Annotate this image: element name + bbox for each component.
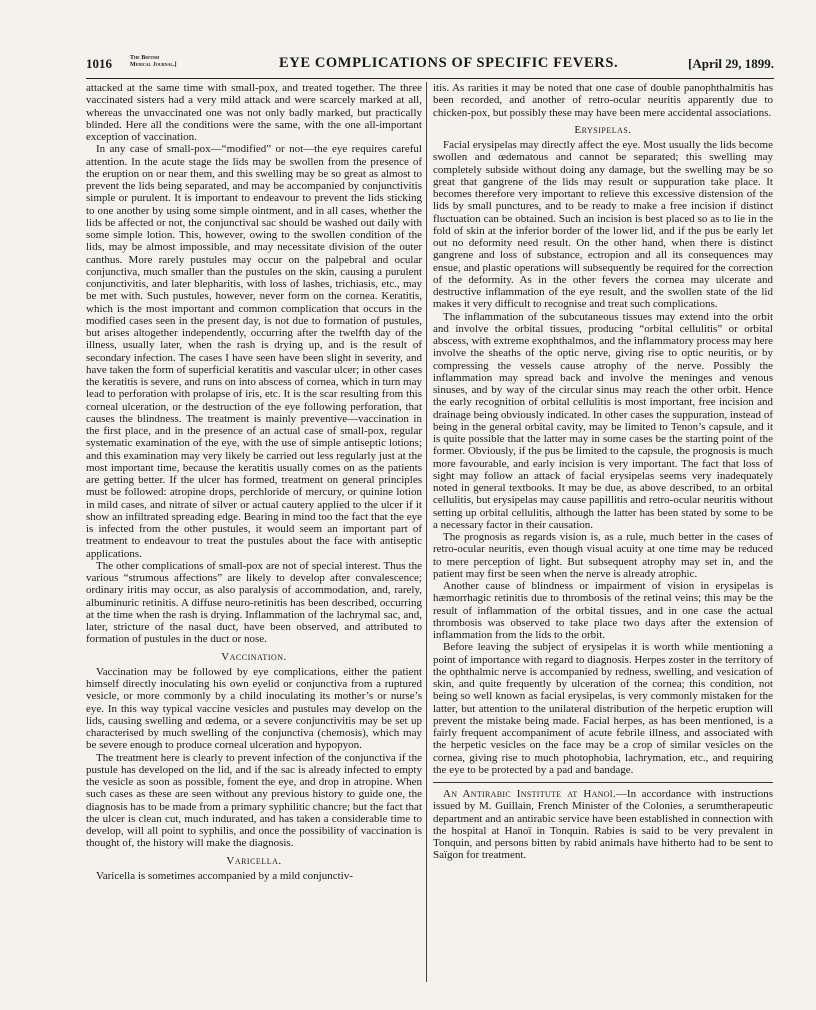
- paragraph: Varicella is sometimes accompanied by a mild conjunctiv-: [96, 869, 353, 882]
- right-column: [433, 82, 773, 982]
- paragraph: Another cause of blindness or impairment of vision in erysipelas is hæmorrhagic retinitis due to thrombosis of the retinal veins; this may be the result of inflammation of the orbital tissues, and in one case the actual thrombosis was observed to take place two days after the extension of inflammation from the lids to the orbit.: [433, 580, 773, 641]
- left-column: [86, 82, 422, 982]
- journal-name-line1: The British: [130, 55, 160, 61]
- section-heading-varicella: Varicella.: [226, 854, 282, 867]
- section-heading-vaccination: Vaccination.: [221, 650, 287, 663]
- paragraph: itis. As rarities it may be noted that one case of double panophthalmitis has been recorded, and another of retro-ocular neuritis apparently due to chicken-pox, but possibly these may have been mere accidental associations.: [433, 82, 773, 119]
- journal-name: [130, 55, 177, 69]
- section-heading-erysipelas: Erysipelas.: [574, 123, 632, 136]
- running-title: EYE COMPLICATIONS OF SPECIFIC FEVERS.: [279, 55, 619, 71]
- issue-date: [April 29, 1899.: [688, 56, 774, 71]
- paragraph: attacked at the same time with small-pox, and treated together. The three vaccinated sisters had a very mild attack and were scarcely marked at all, whereas the unvaccinated one was not only badly marked, but practically blinded. Here all the conditions were the same, with the one all-important exception of vaccination.: [86, 82, 422, 143]
- paragraph: Vaccination may be followed by eye complications, either the patient himself directly inoculating his own eyelid or conjunctiva from a ruptured vesicle, or more commonly by a child inoculating its mother’s or nurse’s eye. In this way typical vaccine vesicles and pustules may develop on the lids, causing swelling and œdema, or a severe conjunctivitis may be set up characterised by much swelling of the conjunctiva (chemosis), which may be severe enough to produce corneal ulceration and hypopyon.: [86, 665, 422, 752]
- paragraph: The treatment here is clearly to prevent infection of the conjunctiva if the pustule has developed on the lid, and if the sac is already infected to empty the vesicle as soon as possible, foment the eye, and drop in atropine. When such cases as these are seen without any previous history to guide one, the diagnosis has to be made from a primary syphilitic chancre; but the fact that the ulcer is clean cut, much indurated, and has taken a considerable time to develop, will all point to syphilis, and once the possibility of vaccination is thought of, the history will make the diagnosis.: [86, 751, 422, 850]
- paragraph: The prognosis as regards vision is, as a rule, much better in the cases of retro-ocular neuritis, even though visual acuity at one time may be reduced to mere perception of light. But subsequent atrophy may set in, and the patient may first be seen when the nerve is already atrophic.: [433, 531, 773, 580]
- paragraph: Facial erysipelas may directly affect the eye. Most usually the lids become swollen and œdematous and cannot be separated; this swelling may completely subside without doing any damage, but the swelling may be so great that gangrene of the lids may result or suppuration take place. It becomes therefore very important to relieve this excessive distension of the lids by small punctures, and to be ready to make a free incision if distinct fluctuation can be obtained. Such an incision is best placed so as to lie in the fold of skin at the inferior border of the lower lid, and if the pus be early let out no deformity need result. On the other hand, when there is distinct gangrene and loss of substance, ectropion and all its consequences may ensue, and plastic operations will subsequently be required for the correction of the deformity. As in the other fevers the cornea may ulcerate and destructive inflammation of the eye result, and the swollen state of the lid makes it very difficult to recognise and treat such complications.: [433, 139, 773, 311]
- column-rule: [426, 82, 427, 982]
- news-heading: An Antirabic Institute at Hanoï.: [443, 788, 616, 800]
- running-header: [86, 52, 774, 79]
- news-body: —In accordance with instructions issued by M. Guillain, French Minister of the Colonies, a serumtherapeutic department and an antirabic service have been established in connection with the hospital at Hanoï in Tonquin. Rabies is said to be very prevalent in Tonquin, and persons bitten by rabid animals have hitherto had to be sent to Saïgon for treatment.: [433, 788, 773, 862]
- section-divider: [433, 782, 773, 783]
- paragraph: The inflammation of the subcutaneous tissues may extend into the orbit and involve the orbital tissues, producing “orbital cellulitis” or orbital abscess, with extreme exophthalmos, and the inflammatory process may here involve the sheaths of the optic nerve, giving rise to optic neuritis, or by compressing the vessels cause atrophy of the nerve. Possibly the inflammation may spread back and involve the meninges and venous sinuses, and by way of the circular sinus may reach the other orbit. Hence the early recognition of orbital cellulitis is most important, free incision and drainage being obviously indicated. In other cases the suppuration, instead of being in the general orbital cavity, may be limited to Tenon’s capsule, and it is quite possible that the latter may in some cases be the starting point of the former. Obviously, if the pus be limited to the capsule, the prognosis is much more favourable, and early incision is very important. The fact that loss of sight may follow an attack of facial erysipelas seems very inadequately noted in general textbooks. It may be due, as above described, to an orbital cellulitis, but erysipelas may cause papillitis and retro-ocular neuritis without setting up orbital cellulitis, although the latter has been stated by some to be a necessary factor in their causation.: [433, 310, 773, 531]
- paragraph: The other complications of small-pox are not of special interest. Thus the various “strumous affections” are likely to develop after convalescence; ordinary iritis may occur, as also paralysis of accommodation, and, rarely, albuminuric retinitis. A diffuse neuro-retinitis has been described, occurring at the time when the rash is drying. Inflammation of the lachrymal sac, and, later, stricture of the nasal duct, have been observed, and attributed to formation of pustules in the duct or nose.: [86, 559, 422, 646]
- journal-name-line2: Medical Journal.]: [130, 62, 177, 68]
- news-item: [433, 788, 773, 862]
- paragraph: In any case of small-pox—“modified” or not—the eye requires careful attention. In the acute stage the lids may be swollen from the presence of the eruption on or near them, and this swelling may be so great as almost to prevent the lids being separated, and may be accompanied by conjunctivitis simple or purulent. It is important to endeavour to prevent the lids sticking to one another by using some simple ointment, and in all cases, whether the lids be affected or not, the conjunctival sac should be washed out daily with some simple lotion. This, however, owing to the swollen condition of the lids, may be almost impossible, and may necessitate division of the outer canthus. More rarely pustules may occur on the palpebral and ocular conjunctiva, much smaller than the pustules on the skin, causing a purulent conjunctivitis, and later blepharitis, with loss of lashes, trichiasis, etc., may be met with. Such pustules, however, never form on the cornea. Keratitis, which is the most important and common complication that occurs in the modified cases seen in the present day, is not due to formation of pustules, but arises altogether independently, occurring after the twelfth day of the illness, usually later, when the rash is drying up, and is the result of secondary infection. The cases I have seen have been slight in severity, and have taken the form of superficial keratitis and vascular ulcer; in other cases the keratitis is severe, and runs on into abscess of cornea, which in turn may lead to perforation with prolapse of iris, etc. It is the scar resulting from this corneal ulceration, or the destruction of the eye following perforation, that causes the blindness. The treatment is mainly preventive—vaccination in the first place, and in the presence of an actual case of small-pox, regular systematic examination of the eye, with the use of simple antiseptic lotions; and this examination may very likely be carried out less regularly just at the most important time, because the keratitis usually comes on as the patients are getting better. If the ulcer has formed, treatment on general principles must be followed: atropine drops, perchloride of mercury, or quinine lotion in mild cases, and nitrate of silver or actual cautery applied to the ulcer if it show an infiltrated spreading edge. Bearing in mind too the fact that the eye is infected from the other pustules, it would seem an important part of treatment to endeavour to treat the pustules about the face with antiseptic applications.: [86, 143, 422, 560]
- page-number: 1016: [86, 56, 112, 71]
- paragraph: Before leaving the subject of erysipelas it is worth while mentioning a point of importance with regard to diagnosis. Herpes zoster in the territory of the ophthalmic nerve is accompanied by redness, swelling, and vesication of skin, and quite frequently by ulceration of the cornea; this condition, not being so well known as facial erysipelas, is very commonly mistaken for the latter, but attention to the unilateral distribution of the herpetic eruption will prevent the mistake being made. Facial herpes, as has been mentioned, is a fairly frequent accompaniment of acute febrile illness, and associated with the herpetic vesicles on the face may be a crop of similar vesicles on the cornea, giving rise to much photophobia, lachrymation, etc., and requiring the eye to be protected by a pad and bandage.: [433, 641, 773, 776]
